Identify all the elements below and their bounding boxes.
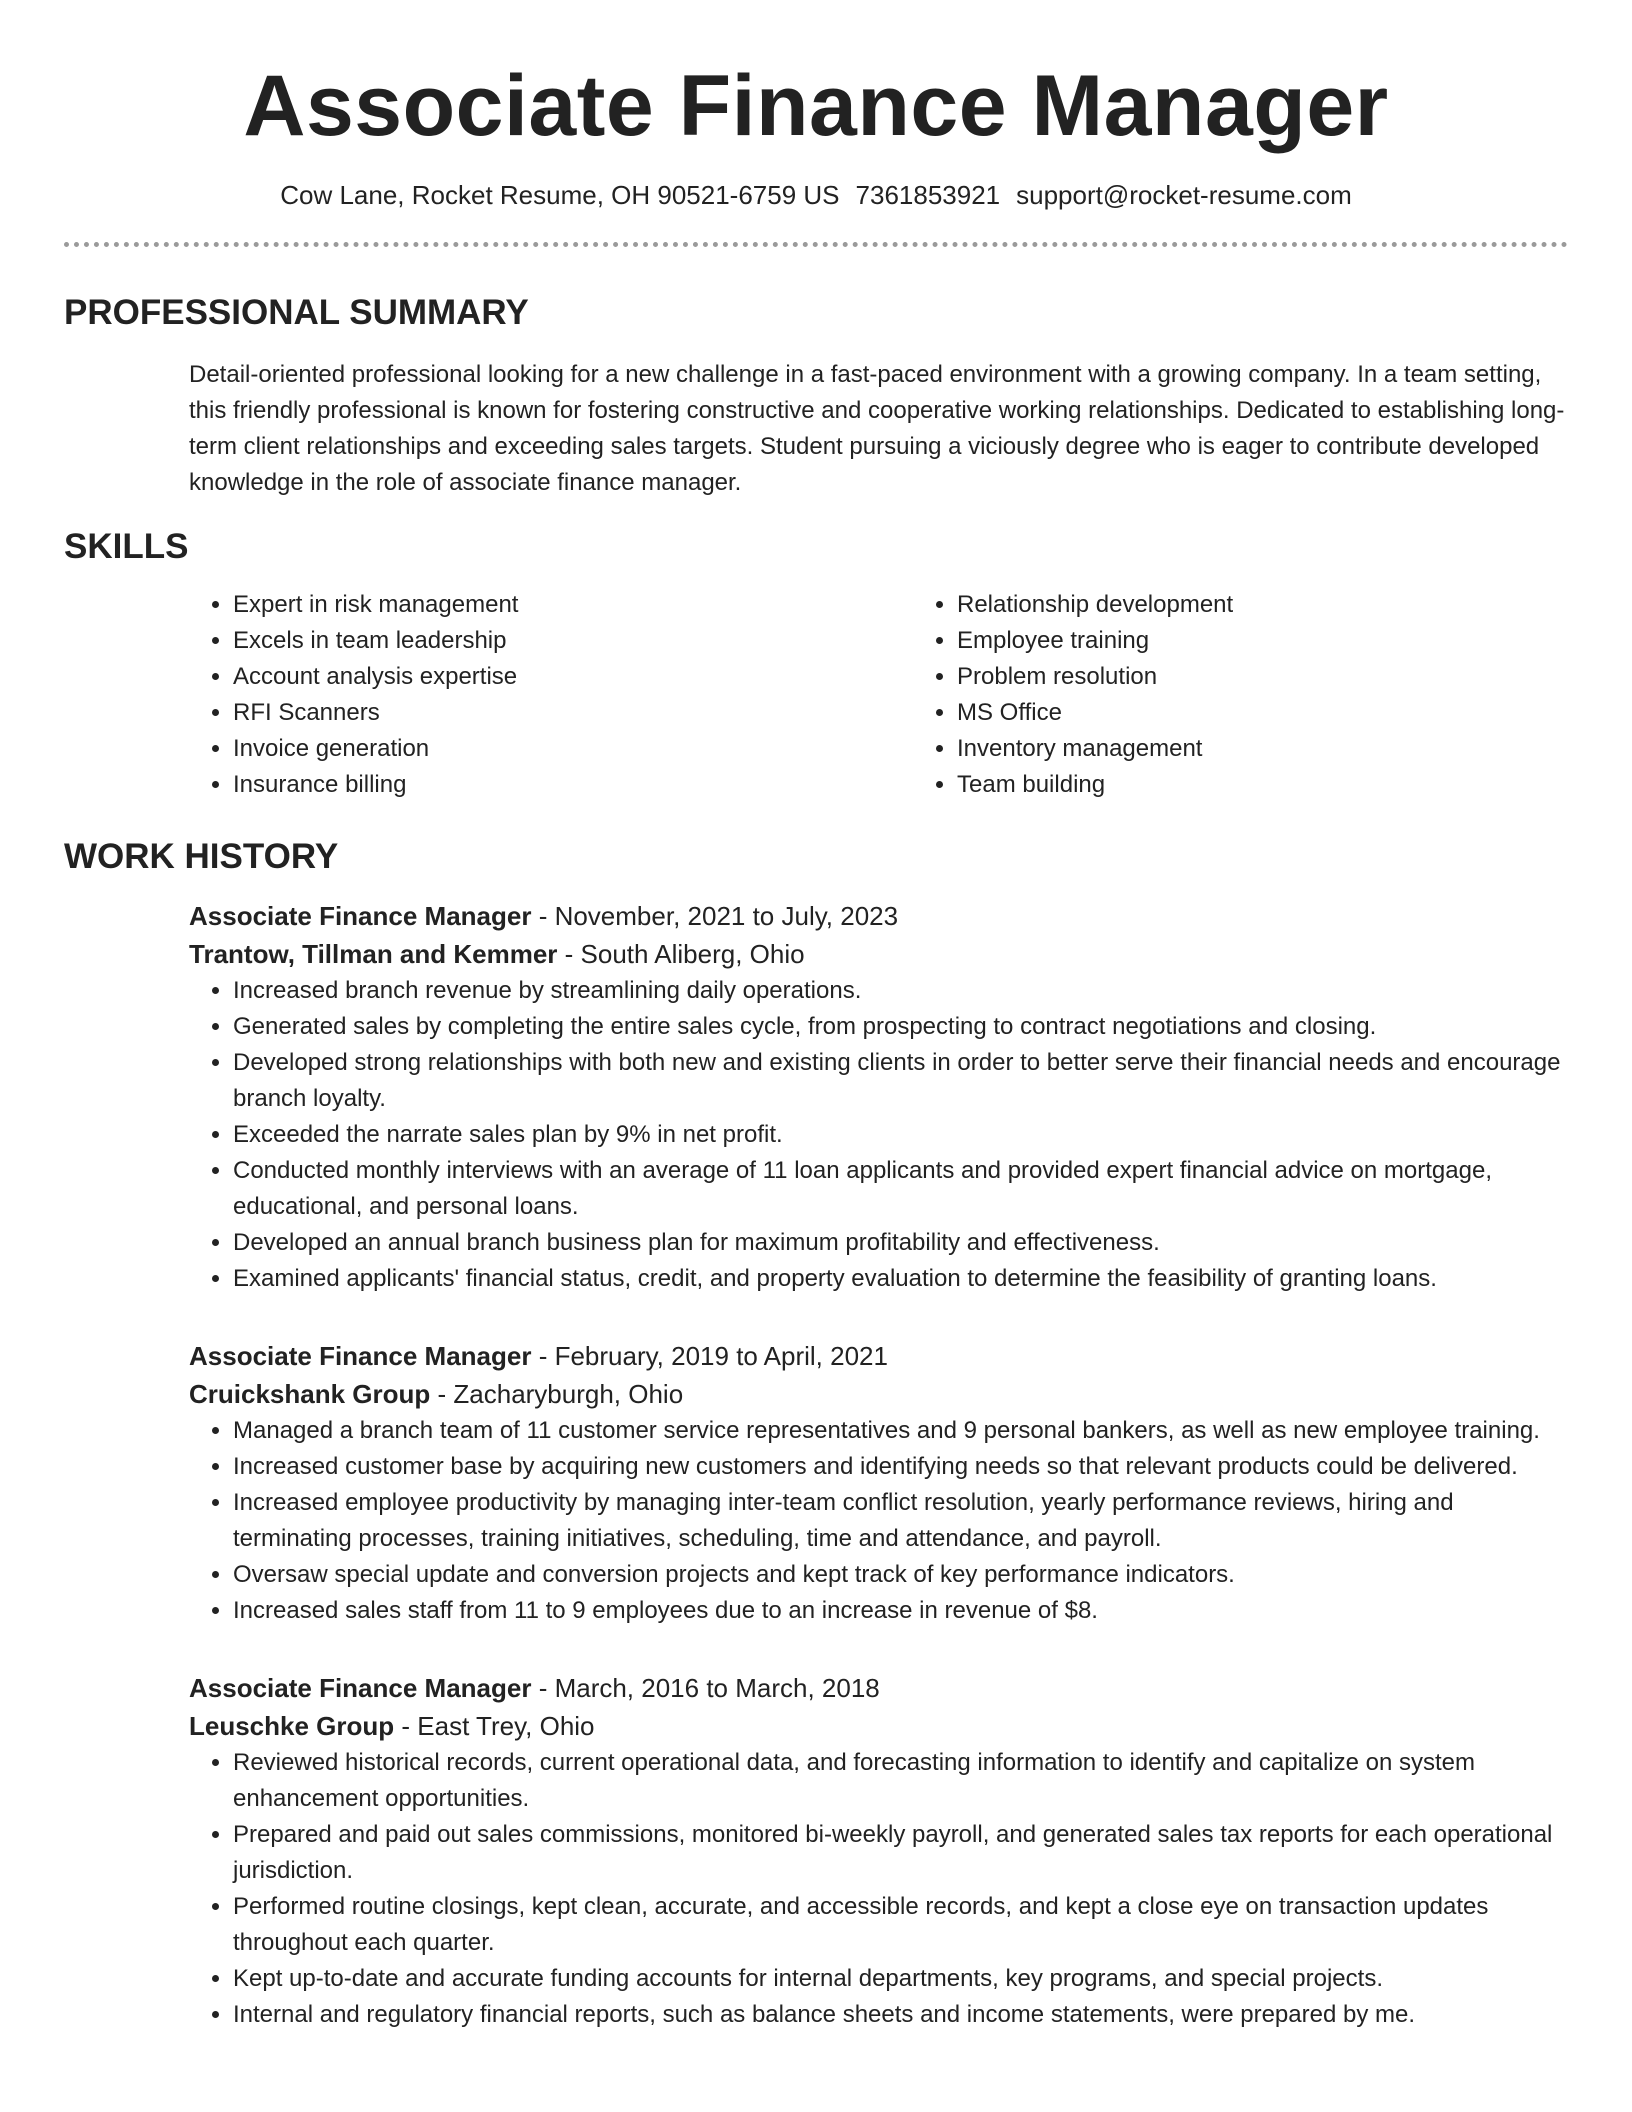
skill-item: • Inventory management xyxy=(957,731,1517,767)
job-bullet: • Increased branch revenue by streamlining daily operations. xyxy=(233,973,1568,1009)
job-title-line xyxy=(189,1669,1568,1707)
skill-item: • Excels in team leadership xyxy=(233,623,913,659)
job-title-line xyxy=(189,897,1568,935)
skill-item: • Team building xyxy=(957,767,1517,803)
skills-list xyxy=(64,587,1568,803)
job-bullet: • Prepared and paid out sales commissions, monitored bi-weekly payroll, and generated sales tax reports for each operational jurisdiction. xyxy=(233,1817,1568,1889)
job-dates: - March, 2016 to March, 2018 xyxy=(531,1673,880,1703)
section-title-summary: PROFESSIONAL SUMMARY xyxy=(64,293,529,332)
resume-name: Associate Finance Manager xyxy=(243,58,1389,154)
skill-item: • Invoice generation xyxy=(233,731,913,767)
skill-item: • Relationship development xyxy=(957,587,1517,623)
job-bullet: • Managed a branch team of 11 customer service representatives and 9 personal bankers, as well as new employee training. xyxy=(233,1413,1568,1449)
skill-item: • Account analysis expertise xyxy=(233,659,913,695)
section-title-skills: SKILLS xyxy=(64,527,189,566)
resume-page xyxy=(64,0,1568,2033)
skill-item: • Expert in risk management xyxy=(233,587,913,623)
job-company-line xyxy=(189,1707,1568,1745)
job-bullets xyxy=(189,1413,1568,1629)
job-bullet: • Examined applicants' financial status, credit, and property evaluation to determine the feasibility of granting loans. xyxy=(233,1261,1568,1297)
job-role: Associate Finance Manager xyxy=(189,1341,532,1371)
job-bullet: • Generated sales by completing the entire sales cycle, from prospecting to contract negotiations and closing. xyxy=(233,1009,1568,1045)
job-company-line xyxy=(189,1375,1568,1413)
skills-column-right xyxy=(913,587,1517,803)
job-bullet: • Internal and regulatory financial reports, such as balance sheets and income statements, were prepared by me. xyxy=(233,1997,1568,2033)
job-role: Associate Finance Manager xyxy=(189,1673,532,1703)
job-company-line xyxy=(189,935,1568,973)
job-bullet: • Conducted monthly interviews with an average of 11 loan applicants and provided expert financial advice on mortgage, educational, and personal loans. xyxy=(233,1153,1568,1225)
job-bullets xyxy=(189,973,1568,1297)
job-company: Leuschke Group xyxy=(189,1711,395,1741)
skills-column-left xyxy=(189,587,913,803)
job-role: Associate Finance Manager xyxy=(189,901,532,931)
job-bullets xyxy=(189,1745,1568,2033)
skill-item: • Insurance billing xyxy=(233,767,913,803)
job-entry xyxy=(64,1669,1568,2033)
contact-phone: 7361853921 xyxy=(855,180,1001,210)
job-company: Cruickshank Group xyxy=(189,1379,431,1409)
job-bullet: • Exceeded the narrate sales plan by 9% in net profit. xyxy=(233,1117,1568,1153)
job-bullet: • Increased customer base by acquiring new customers and identifying needs so that relevant products could be delivered. xyxy=(233,1449,1568,1485)
skill-item: • Employee training xyxy=(957,623,1517,659)
skill-item: • RFI Scanners xyxy=(233,695,913,731)
skill-item: • MS Office xyxy=(957,695,1517,731)
job-dates: - November, 2021 to July, 2023 xyxy=(531,901,899,931)
job-location: - East Trey, Ohio xyxy=(394,1711,595,1741)
job-bullet: • Kept up-to-date and accurate funding accounts for internal departments, key programs, and special projects. xyxy=(233,1961,1568,1997)
job-bullet: • Oversaw special update and conversion projects and kept track of key performance indicators. xyxy=(233,1557,1568,1593)
job-bullet: • Reviewed historical records, current operational data, and forecasting information to identify and capitalize on system enhancement opportunities. xyxy=(233,1745,1568,1817)
summary-text: Detail-oriented professional looking for a new challenge in a fast-paced environment with a growing company. In a team setting, this friendly professional is known for fostering constructive and cooperative working relationships. Dedicated to establishing long-term client relationships and exceeding sales targets. Student pursuing a viciously degree who is eager to contribute developed knowledge in the role of associate finance manager. xyxy=(189,361,1565,496)
job-bullet: • Developed an annual branch business plan for maximum profitability and effectiveness. xyxy=(233,1225,1568,1261)
job-entry xyxy=(64,1337,1568,1629)
job-location: - Zacharyburgh, Ohio xyxy=(430,1379,684,1409)
contact-email: support@rocket-resume.com xyxy=(1016,180,1352,210)
job-title-line xyxy=(189,1337,1568,1375)
header-divider xyxy=(64,242,1568,247)
job-company: Trantow, Tillman and Kemmer xyxy=(189,939,558,969)
job-entry xyxy=(64,897,1568,1297)
section-title-work-history: WORK HISTORY xyxy=(64,837,339,876)
contact-address: Cow Lane, Rocket Resume, OH 90521-6759 US xyxy=(280,180,840,210)
job-bullet: • Increased employee productivity by managing inter-team conflict resolution, yearly performance reviews, hiring and terminating processes, training initiatives, scheduling, time and attendance, and payroll. xyxy=(233,1485,1568,1557)
skill-item: • Problem resolution xyxy=(957,659,1517,695)
contact-line xyxy=(64,178,1568,212)
job-location: - South Aliberg, Ohio xyxy=(557,939,805,969)
job-bullet: • Developed strong relationships with both new and existing clients in order to better serve their financial needs and encourage branch loyalty. xyxy=(233,1045,1568,1117)
job-dates: - February, 2019 to April, 2021 xyxy=(531,1341,888,1371)
job-bullet: • Performed routine closings, kept clean, accurate, and accessible records, and kept a close eye on transaction updates throughout each quarter. xyxy=(233,1889,1568,1961)
job-bullet: • Increased sales staff from 11 to 9 employees due to an increase in revenue of $8. xyxy=(233,1593,1568,1629)
